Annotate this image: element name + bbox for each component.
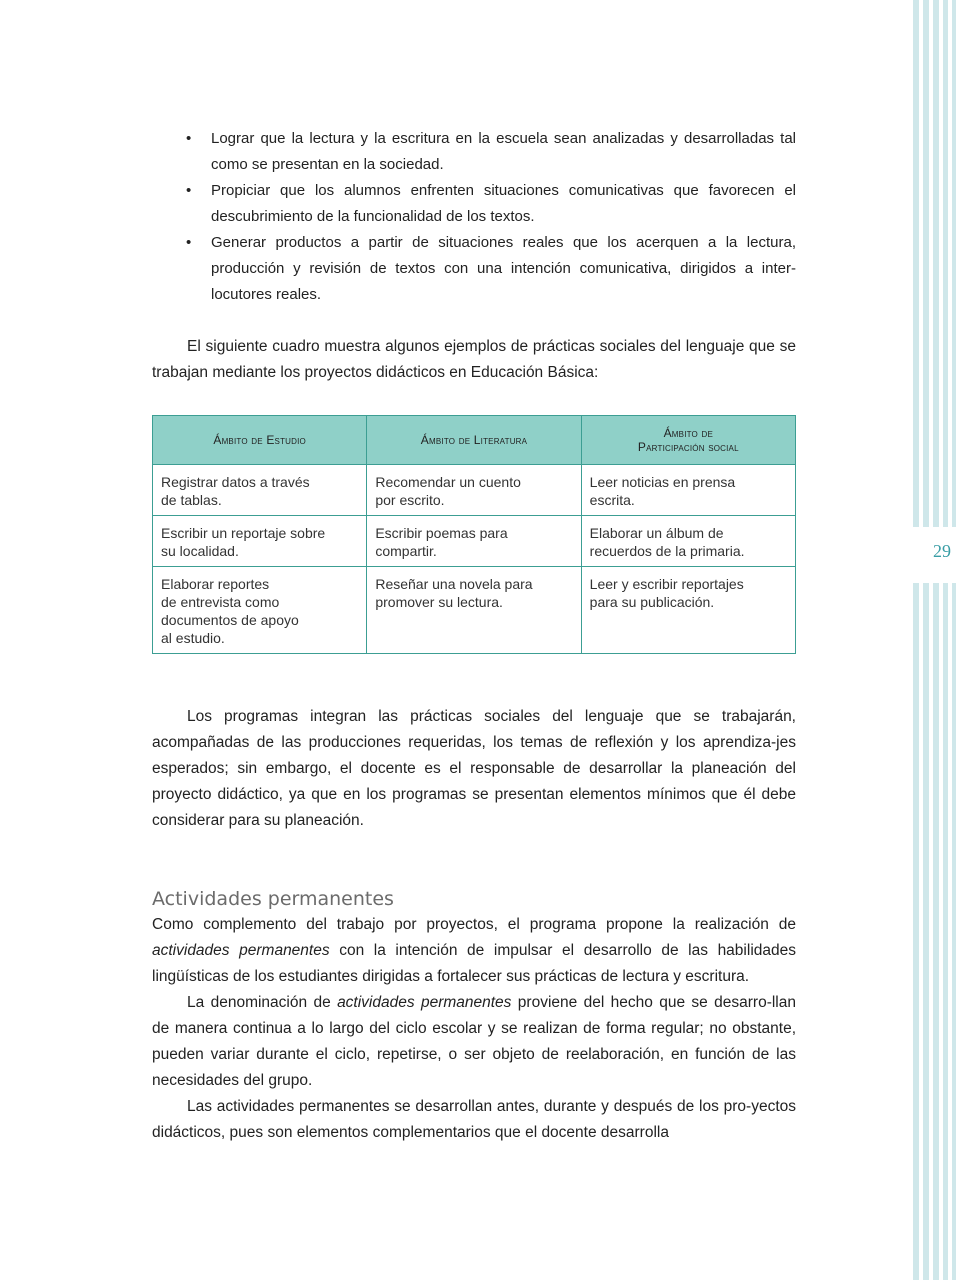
column-header: Ámbito de Literatura <box>367 416 581 465</box>
decorative-stripe <box>943 0 948 1280</box>
table-row <box>153 465 796 516</box>
list-item <box>152 178 796 230</box>
decorative-stripe <box>923 0 929 1280</box>
table-cell: Registrar datos a través de tablas. <box>153 465 367 516</box>
programs-paragraph: Los programas integran las prácticas sociales del lenguaje que se trabajarán, acompañadas de las producciones requeridas, los temas de reflexión y los aprendiza-jes esperados; sin embargo, el docente es el responsable de desarrollar la planeación del proyecto didáctico, ya que en los programas se presentan elementos mínimos que él debe considerar para su planeación. <box>152 708 796 829</box>
column-header: Ámbito de Participación social <box>581 416 795 465</box>
bullet-icon: • <box>186 182 192 199</box>
section-paragraph-3: Las actividades permanentes se desarrollan antes, durante y después de los pro-yectos didácticos, pues son elementos complementarios que el docente desarrolla <box>152 1098 796 1141</box>
table-cell: Recomendar un cuento por escrito. <box>367 465 581 516</box>
page-number: 29 <box>933 541 951 561</box>
list-item-text: Lograr que la lectura y la escritura en la escuela sean analizadas y desarrolladas tal como se presentan en la sociedad. <box>211 130 796 173</box>
list-item-text: Generar productos a partir de situaciones reales que los acerquen a la lectura, producción y revisión de textos con una intención comunicativa, dirigidos a inter-locutores reales. <box>211 234 796 303</box>
decorative-stripe <box>913 0 919 1280</box>
table-cell: Escribir poemas para compartir. <box>367 516 581 567</box>
table-row <box>153 567 796 654</box>
section-paragraph-1: Como complemento del trabajo por proyectos, el programa propone la realización de actividades permanentes con la intención de impulsar el desarrollo de las habilidades lingüísticas de los estudiantes dirigidas a fortalecer sus prácticas de lectura y escritura. <box>152 916 796 985</box>
list-item-text: Propiciar que los alumnos enfrenten situaciones comunicativas que favorecen el descubrimiento de la funcionalidad de los textos. <box>211 182 796 225</box>
table-cell: Leer y escribir reportajes para su publicación. <box>581 567 795 654</box>
objectives-list <box>152 126 796 308</box>
bullet-icon: • <box>186 130 192 147</box>
decorative-stripe <box>952 0 956 1280</box>
table-cell: Reseñar una novela para promover su lectura. <box>367 567 581 654</box>
list-item <box>152 230 796 308</box>
table-cell: Escribir un reportaje sobre su localidad. <box>153 516 367 567</box>
column-header: Ámbito de Estudio <box>153 416 367 465</box>
table-cell: Elaborar un álbum de recuerdos de la primaria. <box>581 516 795 567</box>
section-paragraph-2: La denominación de actividades permanentes proviene del hecho que se desarro-llan de manera continua a lo largo del ciclo escolar y se realizan de forma regular; no obstante, pueden variar durante el ciclo, repetirse, o ser objeto de reelaboración, en función de las necesidades del grupo. <box>152 994 796 1089</box>
bullet-icon: • <box>186 234 192 251</box>
decorative-stripe <box>933 0 939 1280</box>
table-row <box>153 516 796 567</box>
table-header-row <box>153 416 796 465</box>
social-practices-table <box>152 415 796 654</box>
section-heading: Actividades permanentes <box>152 888 394 910</box>
list-item <box>152 126 796 178</box>
table-cell: Leer noticias en prensa escrita. <box>581 465 795 516</box>
page-content <box>152 126 796 1146</box>
table-cell: Elaborar reportes de entrevista como documentos de apoyo al estudio. <box>153 567 367 654</box>
intro-paragraph: El siguiente cuadro muestra algunos ejemplos de prácticas sociales del lenguaje que se trabajan mediante los proyectos didácticos en Educación Básica: <box>152 338 796 381</box>
